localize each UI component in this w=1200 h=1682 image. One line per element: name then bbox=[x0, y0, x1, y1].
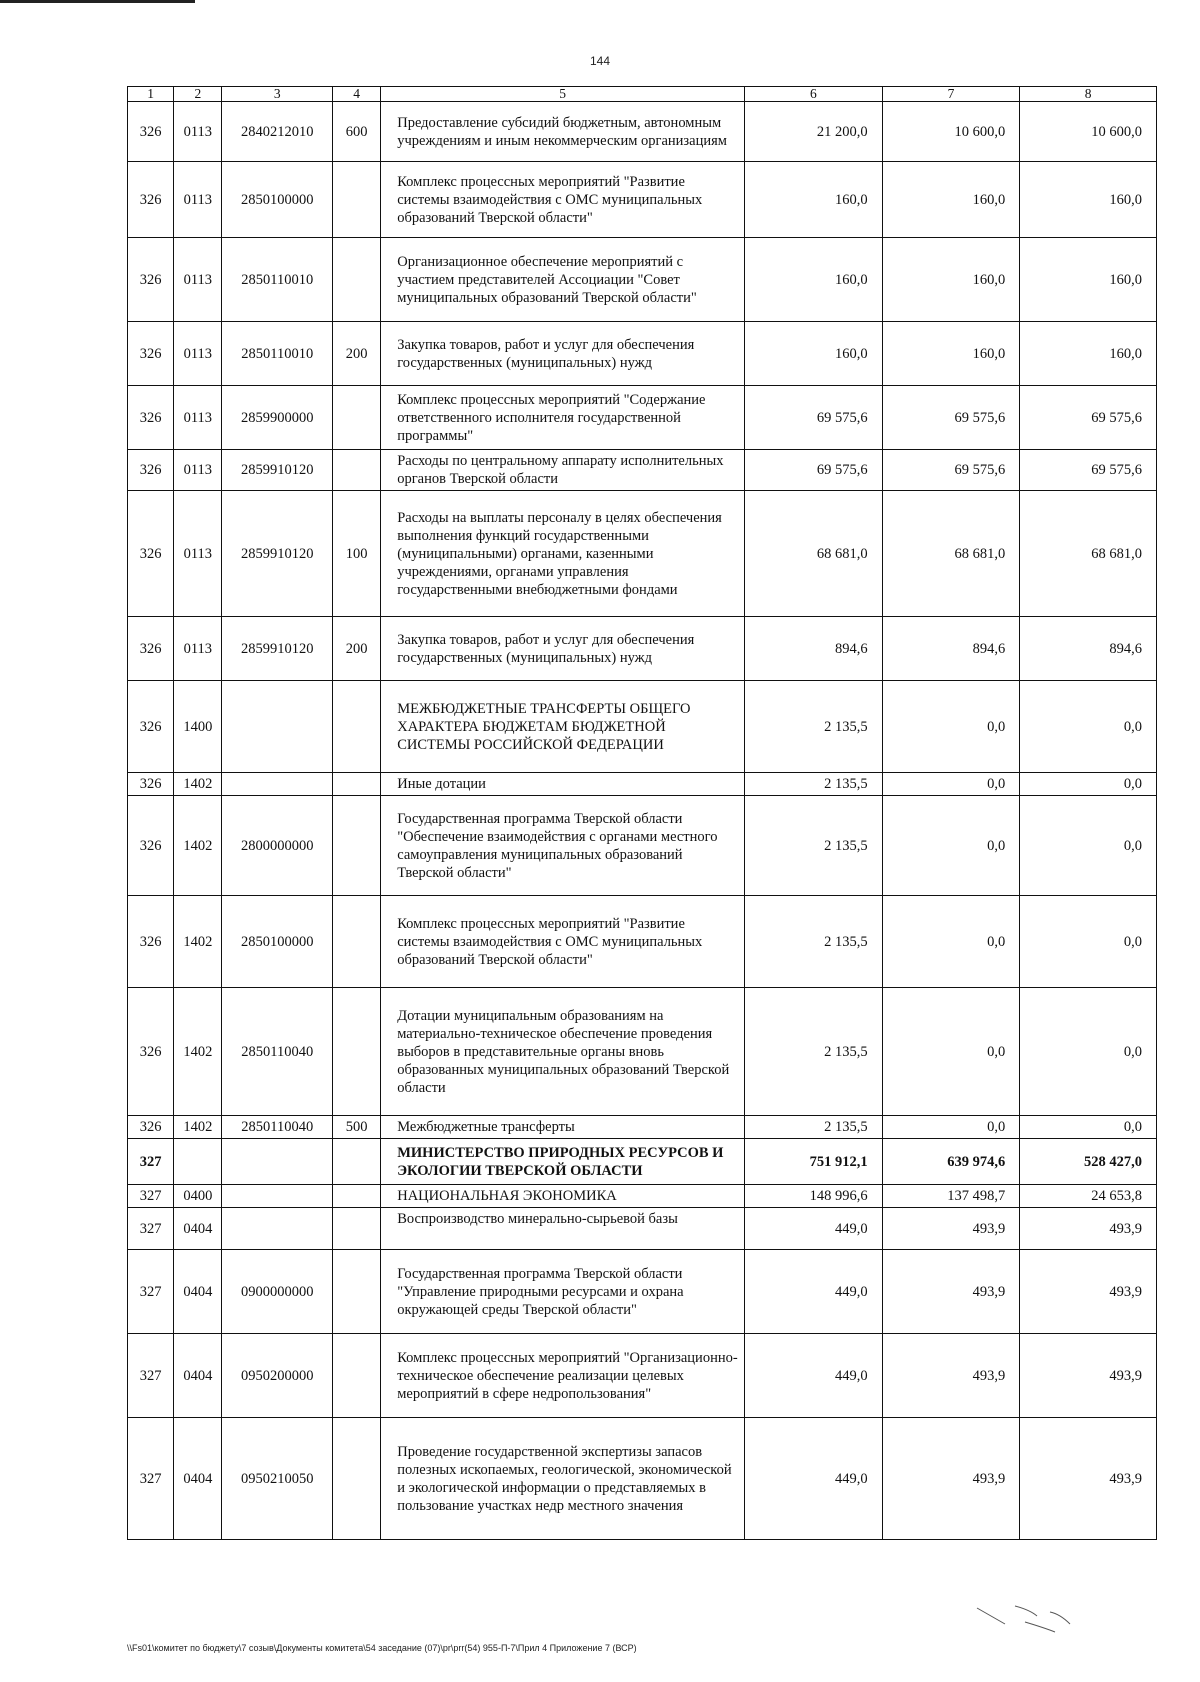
column-1-cell: 326 bbox=[128, 681, 174, 773]
description-cell: Расходы по центральному аппарату исполнительных органов Тверской области bbox=[381, 450, 745, 491]
column-3-cell: 0950210050 bbox=[222, 1418, 333, 1540]
header-cell: 5 bbox=[381, 87, 745, 102]
table-row bbox=[128, 1116, 1157, 1139]
column-2-cell: 1402 bbox=[174, 988, 222, 1116]
column-2-cell: 0113 bbox=[174, 102, 222, 162]
header-cell: 8 bbox=[1020, 87, 1157, 102]
column-2-cell: 0113 bbox=[174, 450, 222, 491]
column-4-cell bbox=[332, 988, 380, 1116]
column-7-value: 493,9 bbox=[882, 1250, 1020, 1334]
column-6-value: 2 135,5 bbox=[744, 896, 882, 988]
column-4-cell: 500 bbox=[332, 1116, 380, 1139]
description-cell: МЕЖБЮДЖЕТНЫЕ ТРАНСФЕРТЫ ОБЩЕГО ХАРАКТЕРА БЮДЖЕТАМ БЮДЖЕТНОЙ СИСТЕМЫ РОССИЙСКОЙ ФЕДЕРАЦИИ bbox=[381, 681, 745, 773]
table-row bbox=[128, 386, 1157, 450]
column-7-value: 160,0 bbox=[882, 162, 1020, 238]
column-8-value: 160,0 bbox=[1020, 238, 1157, 322]
column-7-value: 0,0 bbox=[882, 773, 1020, 796]
column-3-cell bbox=[222, 1185, 333, 1208]
column-8-value: 493,9 bbox=[1020, 1334, 1157, 1418]
column-8-value: 160,0 bbox=[1020, 162, 1157, 238]
column-8-value: 24 653,8 bbox=[1020, 1185, 1157, 1208]
footer-file-path: \\Fs01\комитет по бюджету\7 созыв\Документы комитета\54 заседание (07)\pr\prr(54) 955-П-7\Прил 4 Приложение 7 (ВСР) bbox=[127, 1643, 637, 1653]
table-row bbox=[128, 322, 1157, 386]
header-cell: 2 bbox=[174, 87, 222, 102]
column-7-value: 69 575,6 bbox=[882, 450, 1020, 491]
column-2-cell: 0113 bbox=[174, 617, 222, 681]
column-7-value: 0,0 bbox=[882, 796, 1020, 896]
column-1-cell: 327 bbox=[128, 1208, 174, 1250]
column-6-value: 68 681,0 bbox=[744, 491, 882, 617]
column-3-cell: 0950200000 bbox=[222, 1334, 333, 1418]
description-cell: Комплекс процессных мероприятий "Развитие системы взаимодействия с ОМС муниципальных образований Тверской области" bbox=[381, 162, 745, 238]
column-1-cell: 326 bbox=[128, 162, 174, 238]
column-1-cell: 327 bbox=[128, 1334, 174, 1418]
column-8-value: 68 681,0 bbox=[1020, 491, 1157, 617]
column-6-value: 449,0 bbox=[744, 1250, 882, 1334]
column-7-value: 493,9 bbox=[882, 1418, 1020, 1540]
column-8-value: 69 575,6 bbox=[1020, 386, 1157, 450]
column-1-cell: 326 bbox=[128, 102, 174, 162]
table-row bbox=[128, 1334, 1157, 1418]
column-2-cell: 0404 bbox=[174, 1250, 222, 1334]
description-cell: Воспроизводство минерально-сырьевой базы bbox=[381, 1208, 745, 1250]
column-4-cell bbox=[332, 681, 380, 773]
column-6-value: 449,0 bbox=[744, 1208, 882, 1250]
column-2-cell: 0113 bbox=[174, 491, 222, 617]
description-cell: Закупка товаров, работ и услуг для обеспечения государственных (муниципальных) нужд bbox=[381, 617, 745, 681]
column-4-cell bbox=[332, 1418, 380, 1540]
table-row bbox=[128, 102, 1157, 162]
column-8-value: 0,0 bbox=[1020, 988, 1157, 1116]
column-1-cell: 326 bbox=[128, 386, 174, 450]
column-3-cell: 2850110040 bbox=[222, 1116, 333, 1139]
column-4-cell bbox=[332, 796, 380, 896]
column-3-cell: 2840212010 bbox=[222, 102, 333, 162]
column-7-value: 0,0 bbox=[882, 1116, 1020, 1139]
column-3-cell bbox=[222, 681, 333, 773]
column-2-cell: 0404 bbox=[174, 1334, 222, 1418]
column-6-value: 21 200,0 bbox=[744, 102, 882, 162]
column-4-cell bbox=[332, 450, 380, 491]
column-7-value: 639 974,6 bbox=[882, 1139, 1020, 1185]
column-7-value: 0,0 bbox=[882, 681, 1020, 773]
column-6-value: 160,0 bbox=[744, 322, 882, 386]
table-row bbox=[128, 491, 1157, 617]
column-3-cell bbox=[222, 1208, 333, 1250]
column-2-cell: 0113 bbox=[174, 238, 222, 322]
column-1-cell: 327 bbox=[128, 1139, 174, 1185]
column-6-value: 69 575,6 bbox=[744, 450, 882, 491]
description-cell: Организационное обеспечение мероприятий с участием представителей Ассоциации "Совет муниципальных образований Тверской области" bbox=[381, 238, 745, 322]
column-3-cell: 0900000000 bbox=[222, 1250, 333, 1334]
header-cell: 3 bbox=[222, 87, 333, 102]
description-cell: Комплекс процессных мероприятий "Организационно-техническое обеспечение реализации целевых мероприятий в сфере недропользования" bbox=[381, 1334, 745, 1418]
description-cell: Государственная программа Тверской области "Обеспечение взаимодействия с органами местного самоуправления муниципальных образований Тверской области" bbox=[381, 796, 745, 896]
column-1-cell: 326 bbox=[128, 796, 174, 896]
column-7-value: 137 498,7 bbox=[882, 1185, 1020, 1208]
column-3-cell bbox=[222, 1139, 333, 1185]
column-7-value: 10 600,0 bbox=[882, 102, 1020, 162]
column-2-cell: 0404 bbox=[174, 1208, 222, 1250]
column-2-cell: 0113 bbox=[174, 386, 222, 450]
column-1-cell: 326 bbox=[128, 896, 174, 988]
column-4-cell bbox=[332, 896, 380, 988]
column-8-value: 160,0 bbox=[1020, 322, 1157, 386]
column-8-value: 10 600,0 bbox=[1020, 102, 1157, 162]
column-4-cell bbox=[332, 162, 380, 238]
table-row bbox=[128, 773, 1157, 796]
column-7-value: 493,9 bbox=[882, 1208, 1020, 1250]
column-2-cell: 1402 bbox=[174, 896, 222, 988]
column-8-value: 69 575,6 bbox=[1020, 450, 1157, 491]
column-3-cell: 2850110010 bbox=[222, 322, 333, 386]
column-2-cell: 1402 bbox=[174, 1116, 222, 1139]
column-3-cell: 2850100000 bbox=[222, 896, 333, 988]
column-2-cell: 0113 bbox=[174, 162, 222, 238]
column-4-cell: 600 bbox=[332, 102, 380, 162]
column-1-cell: 326 bbox=[128, 322, 174, 386]
column-6-value: 69 575,6 bbox=[744, 386, 882, 450]
description-cell: Иные дотации bbox=[381, 773, 745, 796]
column-4-cell: 200 bbox=[332, 322, 380, 386]
column-8-value: 493,9 bbox=[1020, 1250, 1157, 1334]
column-7-value: 0,0 bbox=[882, 988, 1020, 1116]
column-8-value: 0,0 bbox=[1020, 773, 1157, 796]
column-7-value: 160,0 bbox=[882, 322, 1020, 386]
column-3-cell: 2800000000 bbox=[222, 796, 333, 896]
column-4-cell bbox=[332, 1185, 380, 1208]
column-8-value: 0,0 bbox=[1020, 796, 1157, 896]
description-cell: Межбюджетные трансферты bbox=[381, 1116, 745, 1139]
column-1-cell: 326 bbox=[128, 773, 174, 796]
table-row bbox=[128, 988, 1157, 1116]
column-6-value: 160,0 bbox=[744, 162, 882, 238]
column-1-cell: 327 bbox=[128, 1250, 174, 1334]
header-cell: 7 bbox=[882, 87, 1020, 102]
description-cell: Закупка товаров, работ и услуг для обеспечения государственных (муниципальных) нужд bbox=[381, 322, 745, 386]
description-cell: Комплекс процессных мероприятий "Развитие системы взаимодействия с ОМС муниципальных образований Тверской области" bbox=[381, 896, 745, 988]
description-cell: Дотации муниципальным образованиям на материально-техническое обеспечение проведения выборов в представительные органы вновь образованных муниципальных образований Тверской области bbox=[381, 988, 745, 1116]
column-1-cell: 326 bbox=[128, 1116, 174, 1139]
description-cell: Предоставление субсидий бюджетным, автономным учреждениям и иным некоммерческим организациям bbox=[381, 102, 745, 162]
description-cell: МИНИСТЕРСТВО ПРИРОДНЫХ РЕСУРСОВ И ЭКОЛОГИИ ТВЕРСКОЙ ОБЛАСТИ bbox=[381, 1139, 745, 1185]
column-2-cell bbox=[174, 1139, 222, 1185]
column-4-cell bbox=[332, 1334, 380, 1418]
description-cell: Расходы на выплаты персоналу в целях обеспечения выполнения функций государственными (муниципальными) органами, казенными учреждениями, органами управления государственными внебюджетными фондами bbox=[381, 491, 745, 617]
column-3-cell: 2859910120 bbox=[222, 617, 333, 681]
column-8-value: 493,9 bbox=[1020, 1418, 1157, 1540]
column-2-cell: 0404 bbox=[174, 1418, 222, 1540]
table-row bbox=[128, 617, 1157, 681]
column-4-cell: 100 bbox=[332, 491, 380, 617]
column-7-value: 69 575,6 bbox=[882, 386, 1020, 450]
column-6-value: 449,0 bbox=[744, 1418, 882, 1540]
column-4-cell bbox=[332, 1139, 380, 1185]
column-6-value: 894,6 bbox=[744, 617, 882, 681]
table-row bbox=[128, 238, 1157, 322]
column-8-value: 493,9 bbox=[1020, 1208, 1157, 1250]
column-1-cell: 326 bbox=[128, 450, 174, 491]
column-1-cell: 327 bbox=[128, 1418, 174, 1540]
column-2-cell: 0400 bbox=[174, 1185, 222, 1208]
column-6-value: 751 912,1 bbox=[744, 1139, 882, 1185]
column-6-value: 2 135,5 bbox=[744, 1116, 882, 1139]
header-cell: 4 bbox=[332, 87, 380, 102]
description-cell: Государственная программа Тверской области "Управление природными ресурсами и охрана окружающей среды Тверской области" bbox=[381, 1250, 745, 1334]
column-1-cell: 326 bbox=[128, 617, 174, 681]
column-1-cell: 326 bbox=[128, 988, 174, 1116]
column-4-cell bbox=[332, 1250, 380, 1334]
column-4-cell bbox=[332, 386, 380, 450]
table-row bbox=[128, 1185, 1157, 1208]
column-2-cell: 0113 bbox=[174, 322, 222, 386]
column-6-value: 2 135,5 bbox=[744, 988, 882, 1116]
column-3-cell: 2850110040 bbox=[222, 988, 333, 1116]
column-3-cell: 2850100000 bbox=[222, 162, 333, 238]
column-1-cell: 326 bbox=[128, 238, 174, 322]
column-4-cell bbox=[332, 773, 380, 796]
column-6-value: 449,0 bbox=[744, 1334, 882, 1418]
column-2-cell: 1400 bbox=[174, 681, 222, 773]
column-7-value: 493,9 bbox=[882, 1334, 1020, 1418]
column-6-value: 148 996,6 bbox=[744, 1185, 882, 1208]
column-6-value: 2 135,5 bbox=[744, 773, 882, 796]
column-4-cell: 200 bbox=[332, 617, 380, 681]
column-7-value: 0,0 bbox=[882, 896, 1020, 988]
table-row bbox=[128, 1418, 1157, 1540]
table-row bbox=[128, 896, 1157, 988]
column-3-cell: 2859900000 bbox=[222, 386, 333, 450]
column-4-cell bbox=[332, 238, 380, 322]
column-2-cell: 1402 bbox=[174, 796, 222, 896]
column-6-value: 160,0 bbox=[744, 238, 882, 322]
budget-table bbox=[127, 86, 1157, 1540]
header-cell: 6 bbox=[744, 87, 882, 102]
column-7-value: 894,6 bbox=[882, 617, 1020, 681]
description-cell: Проведение государственной экспертизы запасов полезных ископаемых, геологической, экономической и экологической информации о представляемых в пользование участках недр местного значения bbox=[381, 1418, 745, 1540]
column-4-cell bbox=[332, 1208, 380, 1250]
column-8-value: 0,0 bbox=[1020, 896, 1157, 988]
table-row bbox=[128, 450, 1157, 491]
column-6-value: 2 135,5 bbox=[744, 681, 882, 773]
column-1-cell: 326 bbox=[128, 491, 174, 617]
column-3-cell: 2850110010 bbox=[222, 238, 333, 322]
column-7-value: 160,0 bbox=[882, 238, 1020, 322]
header-cell: 1 bbox=[128, 87, 174, 102]
column-8-value: 528 427,0 bbox=[1020, 1139, 1157, 1185]
table-row bbox=[128, 162, 1157, 238]
column-3-cell bbox=[222, 773, 333, 796]
column-7-value: 68 681,0 bbox=[882, 491, 1020, 617]
header-row bbox=[128, 87, 1157, 102]
column-6-value: 2 135,5 bbox=[744, 796, 882, 896]
table-row bbox=[128, 1208, 1157, 1250]
description-cell: НАЦИОНАЛЬНАЯ ЭКОНОМИКА bbox=[381, 1185, 745, 1208]
table-row bbox=[128, 681, 1157, 773]
column-3-cell: 2859910120 bbox=[222, 491, 333, 617]
table-row bbox=[128, 1139, 1157, 1185]
column-2-cell: 1402 bbox=[174, 773, 222, 796]
page-number: 144 bbox=[589, 54, 611, 68]
table-row bbox=[128, 1250, 1157, 1334]
table-row bbox=[128, 796, 1157, 896]
column-1-cell: 327 bbox=[128, 1185, 174, 1208]
column-8-value: 0,0 bbox=[1020, 1116, 1157, 1139]
column-3-cell: 2859910120 bbox=[222, 450, 333, 491]
top-rule bbox=[0, 0, 195, 3]
column-8-value: 0,0 bbox=[1020, 681, 1157, 773]
description-cell: Комплекс процессных мероприятий "Содержание ответственного исполнителя государственной программы" bbox=[381, 386, 745, 450]
column-8-value: 894,6 bbox=[1020, 617, 1157, 681]
signature-mark bbox=[975, 1602, 1095, 1642]
